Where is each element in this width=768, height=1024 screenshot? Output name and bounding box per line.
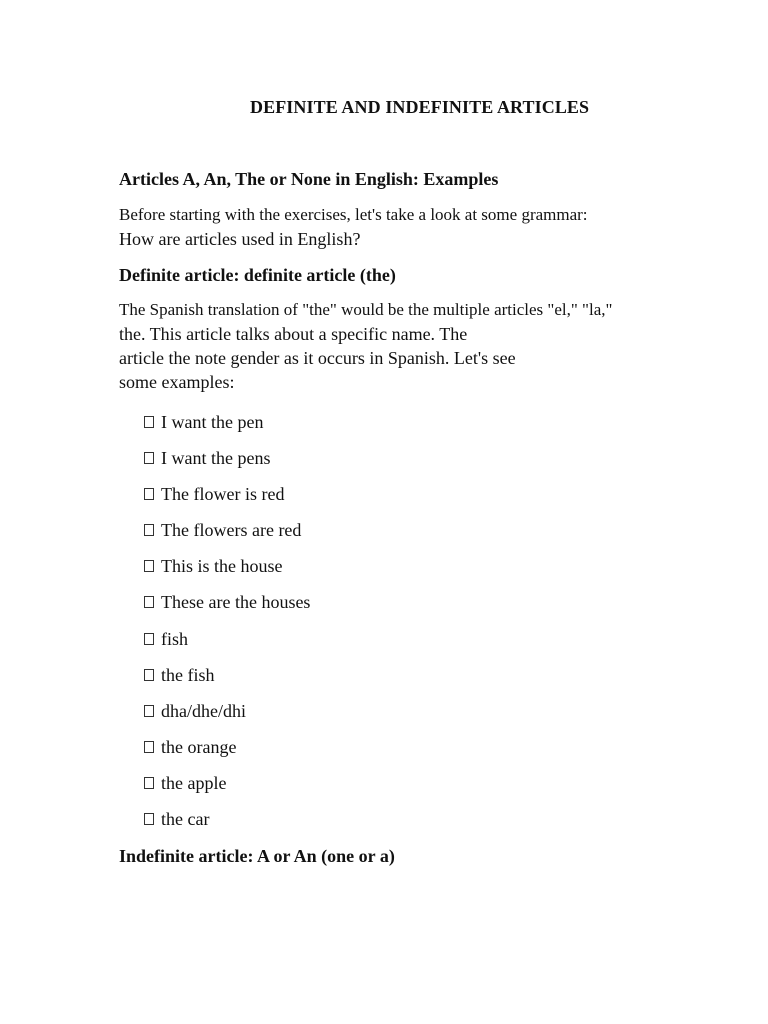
- square-bullet-icon: [144, 633, 154, 645]
- spanish-line: the. This article talks about a specific name. The: [119, 324, 468, 344]
- list-item-text: dha/dhe/dhi: [161, 700, 246, 721]
- list-item-text: the orange: [161, 736, 237, 757]
- section-heading-indefinite: Indefinite article: A or An (one or a): [119, 846, 395, 866]
- list-item-text: I want the pens: [161, 448, 271, 469]
- intro-line: How are articles used in English?: [119, 229, 361, 249]
- list-item: [144, 446, 310, 482]
- list-item-text: The flower is red: [161, 484, 285, 505]
- list-item: [144, 627, 310, 663]
- spanish-line: The Spanish translation of "the" would be the multiple articles "el," "la,": [119, 300, 613, 319]
- list-item-text: These are the houses: [161, 592, 311, 613]
- list-item-text: This is the house: [161, 556, 283, 577]
- list-item: [144, 663, 310, 699]
- square-bullet-icon: [144, 416, 154, 428]
- list-item: [144, 699, 310, 735]
- square-bullet-icon: [144, 741, 154, 753]
- list-item-text: the car: [161, 809, 210, 830]
- spanish-line: article the note gender as it occurs in Spanish. Let's see: [119, 348, 516, 368]
- square-bullet-icon: [144, 813, 154, 825]
- square-bullet-icon: [144, 524, 154, 536]
- list-item: [144, 590, 310, 626]
- list-item-text: I want the pen: [161, 412, 264, 432]
- list-item: [144, 482, 310, 518]
- square-bullet-icon: [144, 777, 154, 789]
- list-item: [144, 410, 310, 446]
- spanish-line: some examples:: [119, 372, 235, 392]
- list-item: [144, 518, 310, 554]
- list-item: [144, 554, 310, 590]
- examples-list: [144, 410, 310, 843]
- section-heading-examples: Articles A, An, The or None in English: Examples: [119, 169, 499, 189]
- list-item: [144, 807, 310, 843]
- intro-line: Before starting with the exercises, let's take a look at some grammar:: [119, 205, 588, 224]
- list-item-text: The flowers are red: [161, 520, 302, 541]
- spanish-paragraph: [119, 298, 612, 394]
- page-title: DEFINITE AND INDEFINITE ARTICLES: [250, 97, 590, 117]
- intro-paragraph: [119, 203, 588, 251]
- list-item-text: the apple: [161, 772, 227, 793]
- square-bullet-icon: [144, 488, 154, 500]
- square-bullet-icon: [144, 705, 154, 717]
- list-item-text: the fish: [161, 664, 215, 685]
- square-bullet-icon: [144, 596, 154, 608]
- square-bullet-icon: [144, 669, 154, 681]
- list-item: [144, 771, 310, 807]
- square-bullet-icon: [144, 560, 154, 572]
- square-bullet-icon: [144, 452, 154, 464]
- section-heading-definite: Definite article: definite article (the): [119, 265, 396, 285]
- list-item: [144, 735, 310, 771]
- list-item-text: fish: [161, 628, 188, 649]
